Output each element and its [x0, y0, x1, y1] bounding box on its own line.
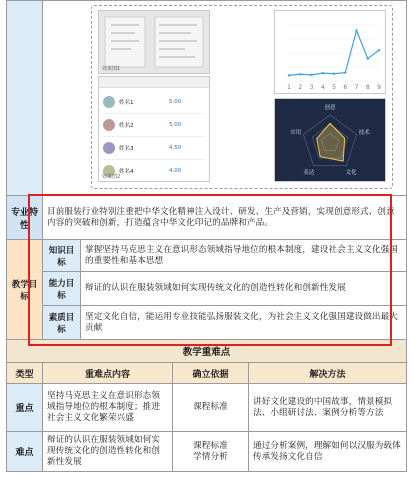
image-frame — [91, 5, 393, 189]
x-tick-label: 6 — [343, 84, 348, 91]
sketch-photo-1 — [98, 10, 210, 74]
x-tick-label: 4 — [320, 84, 325, 91]
x-tick-label: 2 — [298, 84, 303, 91]
row-type-difficult: 难点 — [7, 432, 43, 472]
goal-name-ability: 能力目标 — [43, 272, 81, 306]
blank-label-cell — [7, 1, 43, 196]
goal-text-quality: 坚定文化自信，能运用专业技能弘扬服装文化，为社会主义文化强国建设做出最大贡献 — [81, 306, 407, 340]
x-tick-label: 5 — [332, 84, 336, 91]
list-name: 姓名2 — [119, 123, 134, 129]
image-label-1: 效果图1 — [102, 66, 121, 72]
sketch-icon — [99, 11, 209, 73]
lesson-plan-table — [6, 0, 407, 472]
keypoints-title: 教学重难点 — [7, 340, 407, 363]
list-value: 4.50 — [169, 145, 182, 151]
radar-chart-screenshot — [274, 98, 386, 182]
row-content-difficult: 辩证的认识在服装领域如何实现传统文化的创造性转化和创新性发展 — [43, 432, 173, 472]
avatar — [103, 96, 115, 108]
col-head-method: 解决方法 — [249, 363, 407, 384]
row-content-key: 坚持马克思主义在意识形态领域指导地位的根本制度；推进社会主义文化繁荣兴盛 — [43, 384, 173, 432]
radar-chart — [275, 99, 385, 181]
line-chart — [275, 11, 385, 93]
goal-name-quality: 素质目标 — [43, 306, 81, 340]
col-head-type: 类型 — [7, 363, 43, 384]
row-basis-key: 课程标准 — [173, 384, 249, 432]
data-point — [367, 57, 369, 59]
data-point — [378, 49, 380, 51]
professional-text: 目前服装行业特别注重把中华文化精神注入设计、研发、生产及营销，实现创意形式、创意内容的突破和创新，打造蕴含中华文化印记的品牌和产品。 — [43, 196, 407, 240]
data-point — [322, 72, 324, 74]
radar-series — [317, 123, 345, 161]
data-point — [299, 73, 301, 75]
goal-text-knowledge: 掌握坚持马克思主义在意识形态领域指导地位的根本制度，建设社会主义文化强国的重要性和基本思想 — [81, 240, 407, 272]
radar-axis-label: 创意 — [324, 105, 336, 111]
row-method-difficult: 通过分析案例，理解如何以汉服为载体传承发扬文化自信 — [249, 432, 407, 472]
row-type-key: 重点 — [7, 384, 43, 432]
data-point — [344, 71, 346, 73]
row-method-key: 讲好文化建设的中国故事，情景模拟法、小组研讨法、案例分析等方法 — [249, 384, 407, 432]
list-item — [103, 137, 205, 160]
phone-list-screenshot — [98, 76, 210, 182]
radar-axis-label: 文化 — [345, 170, 357, 177]
goal-name-knowledge: 知识目标 — [43, 240, 81, 272]
list-item — [103, 114, 205, 137]
row-basis-difficult: 课程标准 学情分析 — [173, 432, 249, 472]
phone-list — [103, 91, 205, 182]
goals-label: 教学目标 — [7, 240, 43, 340]
line-chart-screenshot — [274, 10, 386, 94]
x-tick-label: 3 — [309, 84, 314, 91]
x-tick-label: 8 — [365, 84, 370, 91]
radar-axis-label: 表达 — [303, 170, 315, 177]
goal-text-ability: 辩证的认识在服装领域如何实现传统文化的创造性转化和创新性发展 — [81, 272, 407, 306]
list-value: 5.00 — [169, 99, 182, 105]
image-cell — [43, 1, 407, 196]
radar-axis-label: 实用 — [290, 129, 302, 136]
avatar — [103, 119, 115, 131]
list-name: 姓名3 — [119, 146, 134, 152]
data-point — [288, 74, 290, 76]
data-point — [310, 74, 312, 76]
list-name: 姓名4 — [119, 169, 134, 175]
x-tick-label: 7 — [354, 84, 359, 91]
col-head-basis: 确立依据 — [173, 363, 249, 384]
image-label-2: 效果图2 — [102, 174, 121, 180]
list-name: 姓名1 — [119, 100, 134, 106]
x-tick-label: 1 — [287, 84, 291, 91]
col-head-content: 重难点内容 — [43, 363, 173, 384]
list-value: 5.00 — [169, 122, 182, 128]
professional-label: 专业特性 — [7, 196, 43, 240]
data-point — [333, 73, 335, 75]
data-point — [355, 29, 357, 31]
x-tick-label: 9 — [377, 84, 381, 91]
radar-axis-label: 技术 — [358, 129, 370, 136]
list-value: 4.00 — [169, 168, 182, 174]
list-item — [103, 91, 205, 114]
avatar — [103, 142, 115, 154]
